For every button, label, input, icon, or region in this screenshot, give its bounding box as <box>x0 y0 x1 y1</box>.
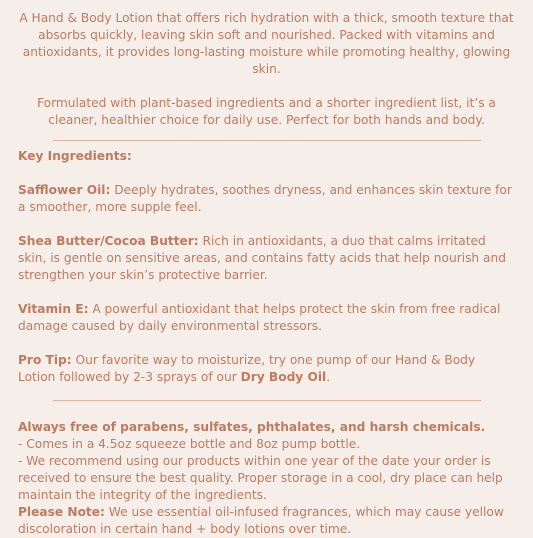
please-note-text: We use essential oil-infused fragrances, which may cause yellow discoloration in certain hand + body lotions over time. <box>18 505 504 536</box>
ingredient-name: Vitamin E: <box>18 302 89 316</box>
key-ingredients-title: Key Ingredients: <box>18 149 132 163</box>
intro-paragraph-1: A Hand & Body Lotion that offers rich hydration with a thick, smooth texture that absorbs quickly, leaving skin soft and nourished. Packed with vitamins and antioxidants, it provides long-lasting moisture while promoting healthy, glowing skin. <box>19 11 514 76</box>
please-note-label: Please Note: <box>18 505 105 519</box>
intro-paragraph-2: Formulated with plant-based ingredients and a shorter ingredient list, it’s a cleaner, healthier choice for daily use. Perfect for both hands and body. <box>37 96 496 127</box>
bottle-sizes-note: - Comes in a 4.5oz squeeze bottle and 8oz pump bottle. <box>18 437 361 451</box>
divider-top <box>53 140 481 141</box>
ingredient-description: Rich in antioxidants, a duo that calms irritated skin, is gentle on sensitive areas, and contains fatty acids that help nourish and strengthen your skin’s protective barrier. <box>18 234 506 282</box>
ingredient-description: Deeply hydrates, soothes dryness, and enhances skin texture for a smoother, more supple feel. <box>18 183 512 214</box>
ingredient-vitamin-e <box>18 301 515 335</box>
pro-tip <box>18 352 515 386</box>
ingredient-name: Safflower Oil: <box>18 183 111 197</box>
ingredient-shea-cocoa <box>18 233 515 284</box>
pro-tip-label: Pro Tip: <box>18 353 72 367</box>
shelf-life-note: - We recommend using our products within one year of the date your order is received to ensure the best quality. Proper storage in a cool, dry place can help maintain the integrity of the ingredients. <box>18 454 503 502</box>
intro-section <box>18 10 515 129</box>
notes-section <box>18 419 515 538</box>
pro-tip-text: Our favorite way to moisturize, try one pump of our Hand & Body Lotion followed by 2-3 sprays of our <box>18 353 476 384</box>
pro-tip-end: . <box>326 370 331 384</box>
free-of-statement: Always free of parabens, sulfates, phthalates, and harsh chemicals. <box>18 420 486 434</box>
divider-bottom <box>53 400 481 401</box>
ingredient-description: A powerful antioxidant that helps protect the skin from free radical damage caused by daily environmental stressors. <box>18 302 501 333</box>
ingredient-safflower <box>18 182 515 216</box>
pro-tip-product: Dry Body Oil <box>240 370 327 384</box>
ingredient-name: Shea Butter/Cocoa Butter: <box>18 234 199 248</box>
